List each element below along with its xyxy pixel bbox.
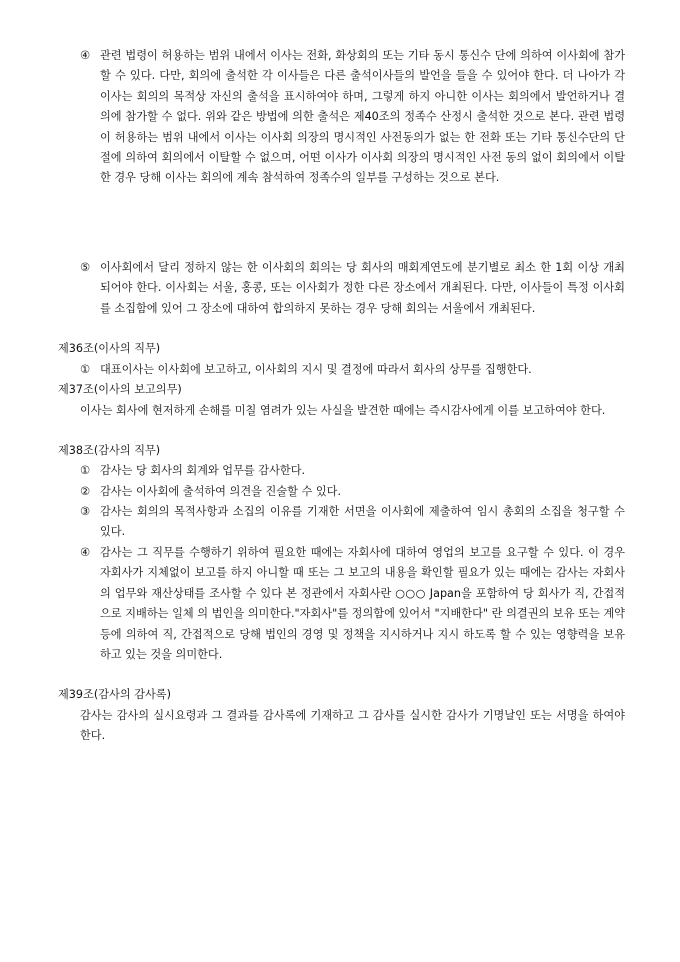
item-text: 감사는 이사회에 출석하여 의견을 진술할 수 있다. [100,485,342,498]
art37-heading: 제37조(이사의 보고의무) [58,383,182,396]
art38-item-4 [80,543,625,665]
item-number: ③ [80,505,91,518]
item-number: ① [80,363,91,376]
item-text: 감사는 회의의 목적사항과 소집의 이유를 기재한 서면을 이사회에 제출하여 임시 총회의 소집을 청구할 수 있다. [100,505,625,539]
art38-item-3 [80,502,625,543]
item-text: 이사회에서 달리 정하지 않는 한 이사회의 회의는 당 회사의 매회계연도에 분기별로 최소 한 1회 이상 개최되어야 한다. 이사회는 서울, 홍콩, 또는 이사회가 정한 다른 장소에서 개최된다. 다만, 이사들이 특정 이사회를 소집함에 있어 그 장소에 대하여 합의하지 못하는 경우 당해 회의는 서울에서 개최된다. [100,261,625,315]
art35-item-5 [80,258,625,319]
item-number: ② [80,485,91,498]
art36-item-1 [80,360,625,380]
item-text: 감사는 당 회사의 회계와 업무를 감사한다. [100,464,306,477]
item-text: 관련 법령이 허용하는 범위 내에서 이사는 전화, 화상회의 또는 기타 동시 통신수 단에 의하여 이사회에 참가할 수 있다. 다만, 회의에 출석한 각 이사들은 다른 출석이사들의 발언을 들을 수 있어야 한다. 더 나아가 각 이사는 회의의 목적상 자신의 출석을 표시하여야 하며, 그렇게 하지 아니한 이사는 회의에서 발언하거나 결의에 참가할 수 없다. 위와 같은 방법에 의한 출석은 제40조의 정족수 산정시 출석한 것으로 본다. 관련 법령이 허용하는 범위 내에서 이사는 이사회 의장의 명시적인 사전동의가 없는 한 전화 또는 기타 통신수단의 단절에 의하여 회의에서 이탈할 수 없으며, 어떤 이사가 이사회 의장의 명시적인 사전 동의 없이 회의에서 이탈한 경우 당해 이사는 회의에 계속 참석하여 정족수의 일부를 구성하는 것으로 본다. [100,49,625,185]
art38-item-1 [80,461,625,481]
item-number: ① [80,464,91,477]
art38-heading: 제38조(감사의 직무) [58,444,161,457]
art39-text: 감사는 감사의 실시요령과 그 결과를 감사록에 기재하고 그 감사를 실시한 감사가 기명날인 또는 서명을 하여야 한다. [80,709,625,743]
art38-item-2 [80,482,625,502]
art35-item-4 [80,46,625,189]
art36-heading: 제36조(이사의 직무) [58,342,161,355]
item-text: 감사는 그 직무를 수행하기 위하여 필요한 때에는 자회사에 대하여 영업의 보고를 요구할 수 있다. 이 경우 자회사가 지체없이 보고를 하지 아니할 때 또는 그 보고의 내용을 확인할 필요가 있는 때에는 감사는 자회사의 업무와 재산상태를 조사할 수 있다 본 정관에서 자회사란 ○○○ Japan을 포함하여 당 회사가 직, 간접적으로 지배하는 일체 의 법인을 의미한다."자회사"를 정의함에 있어서 "지배한다" 란 의결권의 보유 또는 계약 등에 의하여 직, 간접적으로 당해 법인의 경영 및 정책을 지시하거나 지시 하도록 할 수 있는 영향력을 보유하고 있는 것을 의미한다. [100,546,625,662]
art39-heading: 제39조(감사의 감사록) [58,688,171,701]
item-number: ④ [80,49,91,62]
item-number: ⑤ [80,261,91,274]
item-number: ④ [80,546,91,559]
art37-text: 이사는 회사에 현저하게 손해를 미칠 염려가 있는 사실을 발견한 때에는 즉시감사에게 이를 보고하여야 한다. [80,404,606,417]
item-text: 대표이사는 이사회에 보고하고, 이사회의 지시 및 결정에 따라서 회사의 상무를 집행한다. [100,363,532,376]
